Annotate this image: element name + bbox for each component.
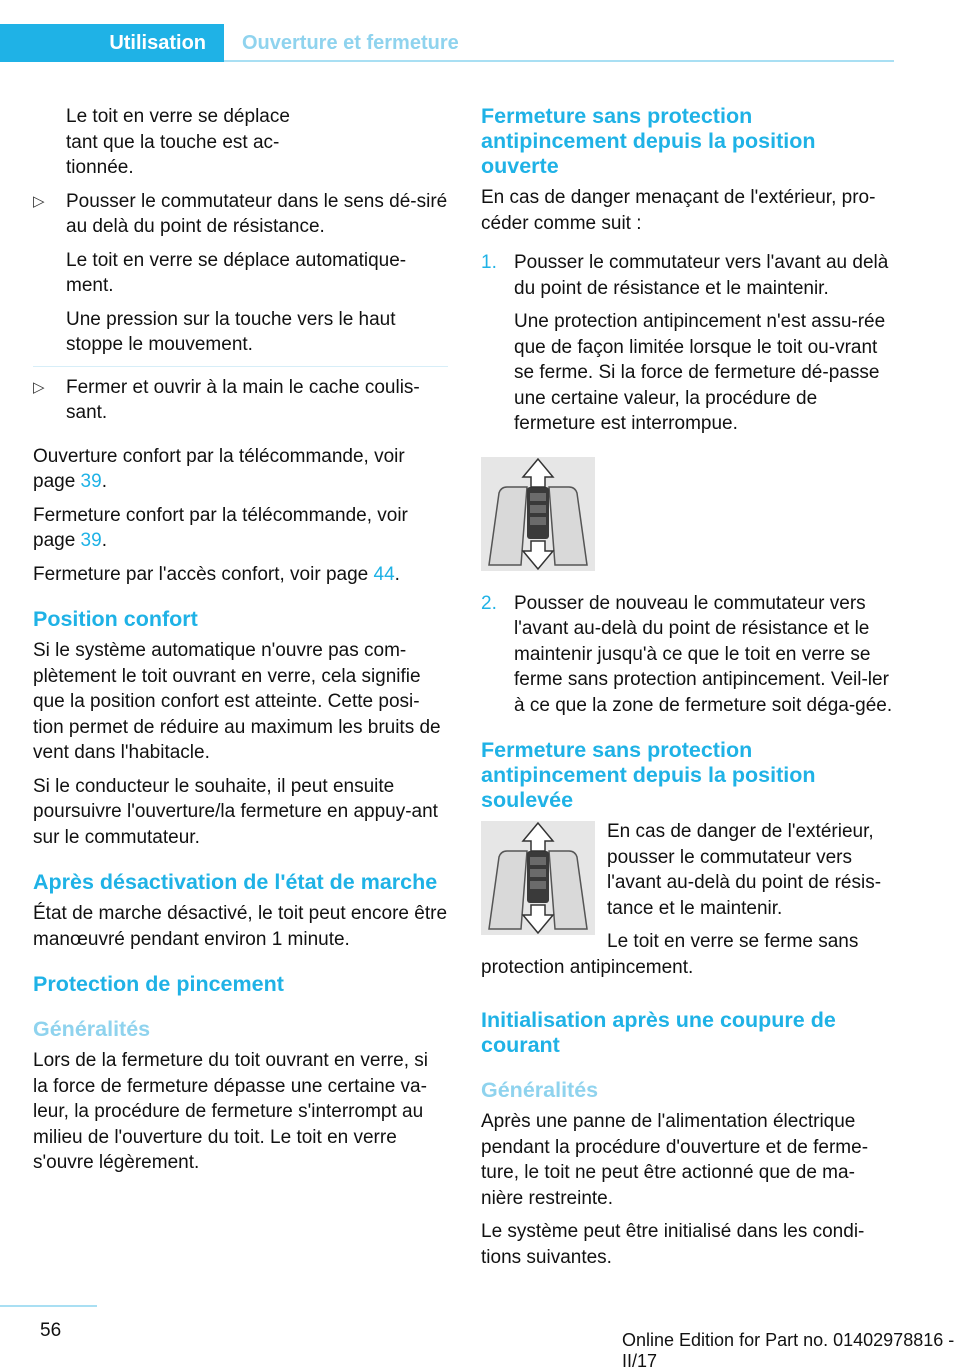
subsection-heading: Généralités (33, 1017, 151, 1041)
reference-text: Fermeture par l'accès confort, voir page (33, 563, 374, 585)
step-text: Pousser le commutateur vers l'avant au delà du point de résistance et le maintenir. (514, 252, 889, 299)
page-link[interactable]: 39 (80, 530, 102, 551)
bullet-text: Pousser le commutateur dans le sens dé-siré au delà du point de résistance. (66, 190, 448, 237)
header-rule (224, 60, 894, 62)
paragraph: Si le conducteur le souhaite, il peut ensuite poursuivre l'ouverture/la fermeture en appuy-ant sur le commutateur. (33, 775, 438, 848)
bullet-triangle-icon: ▷ (33, 378, 45, 396)
roof-switch-icon (481, 457, 595, 571)
subsection-heading: Généralités (481, 1078, 599, 1102)
paragraph: Lors de la fermeture du toit ouvrant en verre, si la force de fermeture dépasse une certaine va-leur, la procédure de fermeture s'interrompt au milieu de l'ouverture du toit. Le toit en verre s'ouvre légèrement. (33, 1050, 428, 1173)
section-heading: Fermeture sans protection antipincement depuis la position ouverte (481, 104, 816, 178)
cross-reference: Fermeture confort par la télécommande, voir page 39. (33, 504, 408, 551)
paragraph: Le système peut être initialisé dans les condi-tions suivantes. (481, 1221, 865, 1268)
step-text: Pousser de nouveau le commutateur vers l'avant au-delà du point de résistance et le maintenir jusqu'à ce que le toit en verre se ferme sans protection antipincement. Veil-ler à ce que la zone de fermeture soit déga-gée. (514, 592, 893, 716)
footer-rule (0, 1305, 97, 1307)
paragraph: Le toit en verre se ferme sans protection antipincement. (481, 931, 859, 978)
switch-illustration (481, 821, 595, 935)
step-subtext: Une protection antipincement n'est assu-rée que de façon limitée lorsque le toit ou-vrant se ferme. Si la force de fermeture dé-passe une certaine valeur, la procédure de fermeture est interrompue. (514, 311, 886, 434)
switch-illustration (481, 457, 595, 571)
numbered-step (481, 250, 895, 437)
section-heading: Position confort (33, 607, 198, 631)
edition-text: Online Edition for Part no. 01402978816 - II/17 (622, 1330, 955, 1371)
paragraph: Si le système automatique n'ouvre pas com-plètement le toit ouvrant en verre, cela signifie que la position confort est atteinte. Cette posi-tion permet de réduire au maximum les bruits de vent dans l'habitacle. (33, 640, 441, 763)
reference-text: Fermeture confort par la télécommande, voir page (33, 504, 408, 551)
paragraph: État de marche désactivé, le toit peut encore être manœuvré pendant environ 1 minute. (33, 903, 448, 950)
bullet-text: Fermer et ouvrir à la main le cache coulis-sant. (66, 376, 420, 423)
section-heading: Protection de pincement (33, 972, 284, 996)
bullet-subtext: Une pression sur la touche vers le haut stoppe le mouvement. (66, 308, 396, 355)
page-number: 56 (40, 1320, 62, 1341)
section-heading: Après désactivation de l'état de marche (33, 870, 438, 894)
header-section-label: Utilisation (109, 31, 206, 54)
bullet-item (33, 189, 448, 358)
page-link[interactable]: 44 (373, 563, 395, 585)
bullet-triangle-icon: ▷ (33, 192, 45, 210)
header-subsection-label: Ouverture et fermeture (242, 31, 459, 54)
numbered-step (481, 591, 895, 719)
intro-text: Le toit en verre se déplace tant que la touche est ac-tionnée. (66, 106, 290, 178)
cross-reference: Ouverture confort par la télécommande, voir page 39. (33, 445, 405, 492)
paragraph: En cas de danger de l'extérieur, pousser le commutateur vers l'avant au-delà du point de résis-tance et le maintenir. (607, 821, 882, 919)
paragraph: En cas de danger menaçant de l'extérieur, pro-céder comme suit : (481, 187, 876, 234)
divider (33, 366, 448, 367)
section-heading: Initialisation après une coupure de courant (481, 1008, 836, 1057)
reference-text: Ouverture confort par la télécommande, voir page (33, 445, 405, 492)
bullet-subtext: Le toit en verre se déplace automatique-ment. (66, 249, 407, 296)
bullet-item (33, 375, 448, 426)
section-heading: Fermeture sans protection antipincement depuis la position soulevée (481, 738, 816, 812)
float-block (481, 819, 895, 988)
page-link[interactable]: 39 (80, 471, 102, 492)
roof-switch-icon (481, 821, 595, 935)
cross-reference: Fermeture par l'accès confort, voir page 44. (33, 563, 400, 585)
step-number: 1. (481, 252, 497, 273)
paragraph: Après une panne de l'alimentation électrique pendant la procédure d'ouverture et de ferme-ture, le toit ne peut être actionné que de ma-nière restreinte. (481, 1111, 869, 1209)
left-column (33, 104, 448, 1184)
step-number: 2. (481, 592, 497, 614)
header-section-tab (0, 24, 224, 62)
header-subsection-tab (242, 24, 459, 62)
right-column (481, 104, 895, 1278)
